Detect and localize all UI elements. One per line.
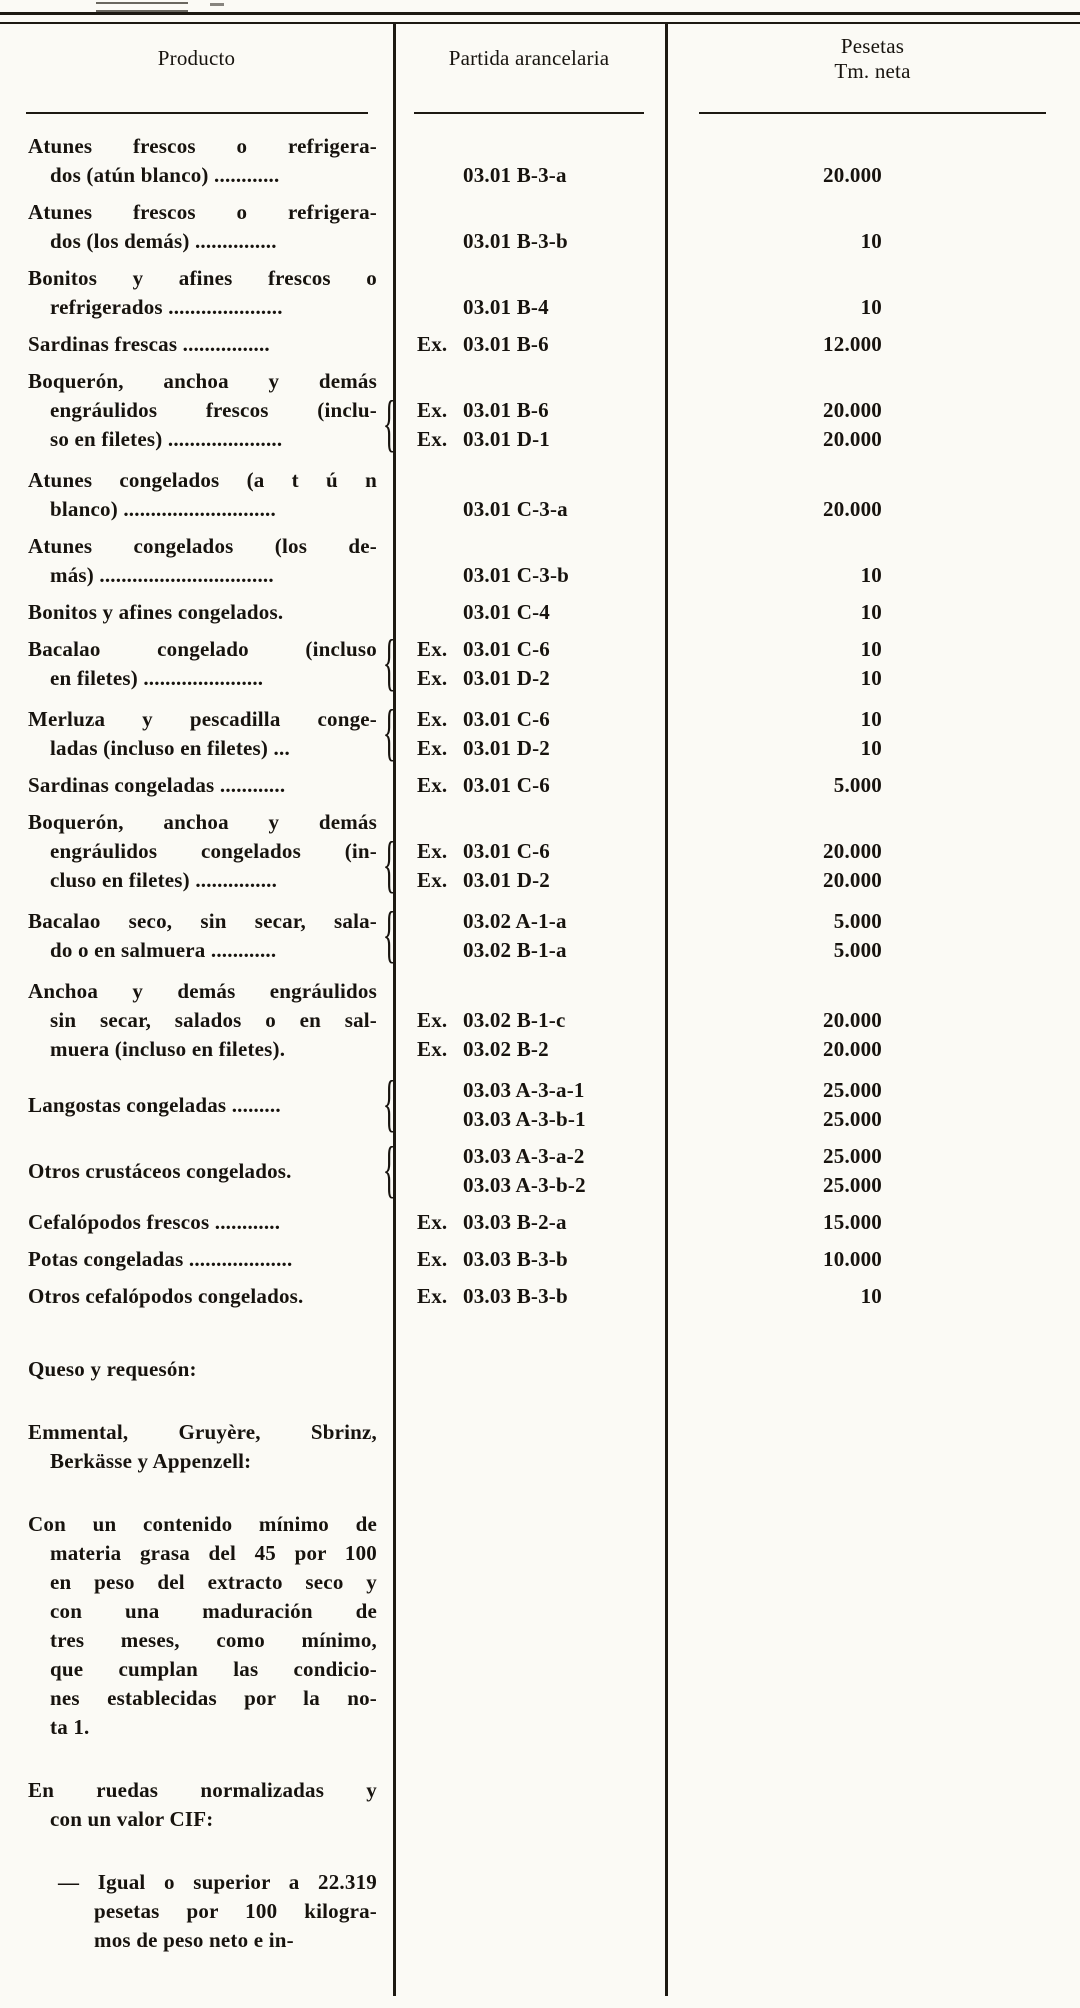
pesetas-value: 25.000 [823, 1173, 882, 1197]
partida-entry [417, 1171, 665, 1200]
tariff-code: 03.01 D-2 [463, 736, 550, 760]
product-cell [0, 1282, 393, 1311]
table-header [0, 0, 1080, 114]
ex-prefix: Ex. [417, 839, 448, 863]
pesetas-value: 10 [860, 600, 882, 624]
partida-entry [417, 936, 665, 965]
header-label-tm-neta: Tm. neta [834, 59, 911, 83]
product-line: en filetes) ...................... [50, 666, 264, 690]
pesetas-cell [665, 635, 1080, 693]
pesetas-cell [665, 161, 1080, 190]
table-row [0, 466, 1080, 524]
tariff-code: 03.01 D-1 [463, 427, 550, 451]
tariff-code: 03.01 C-6 [463, 839, 550, 863]
product-line: Atunes congelados (a t ú n [28, 468, 377, 492]
product-line: Sardinas congeladas ............ [28, 773, 286, 797]
ex-prefix [417, 161, 463, 190]
pesetas-cell [665, 1076, 1080, 1134]
partida-cell [393, 1076, 665, 1134]
ex-prefix [417, 1171, 463, 1200]
note-line: en peso del extracto seco y [50, 1570, 377, 1594]
pesetas-value: 10 [860, 666, 882, 690]
column-divider-2 [665, 24, 668, 1996]
pesetas-cell [665, 705, 1080, 763]
product-line: Boquerón, anchoa y demás [28, 369, 377, 393]
tariff-code: 03.01 C-4 [463, 600, 550, 624]
product-cell [0, 132, 393, 190]
product-line: Potas congeladas ................... [28, 1247, 293, 1271]
product-line: Bonitos y afines congelados. [28, 600, 284, 624]
note-line: Con un contenido mínimo de [28, 1512, 377, 1536]
notes-section [0, 1355, 1080, 1955]
header-label-producto: Producto [157, 46, 236, 70]
pesetas-value: 5.000 [833, 773, 882, 797]
table-row [0, 1069, 1080, 1139]
header-label-pesetas: Pesetas [840, 34, 905, 58]
pesetas-value: 25.000 [823, 1144, 882, 1168]
product-line: Otros cefalópodos congelados. [28, 1284, 304, 1308]
partida-entry [417, 1142, 665, 1171]
table-row [0, 977, 1080, 1064]
partida-entry [417, 1245, 665, 1274]
ex-prefix: Ex. [417, 736, 448, 760]
row-brace: { [383, 900, 397, 970]
product-line: refrigerados ..................... [50, 295, 283, 319]
partida-cell [393, 1142, 665, 1200]
tariff-code: 03.01 C-6 [463, 773, 550, 797]
ex-prefix: Ex. [417, 1247, 448, 1271]
partida-entry [417, 705, 665, 734]
pesetas-cell [665, 396, 1080, 454]
partida-entry [417, 734, 665, 763]
pesetas-value: 10 [860, 229, 882, 253]
row-brace: { [383, 698, 397, 768]
partida-cell [393, 771, 665, 800]
pesetas-value: 5.000 [833, 909, 882, 933]
row-brace: { [383, 1135, 397, 1205]
product-cell [0, 1245, 393, 1274]
pesetas-value: 20.000 [823, 163, 882, 187]
ex-prefix [417, 1076, 463, 1105]
product-line: do o en salmuera ............ [50, 938, 277, 962]
column-divider-1 [393, 24, 396, 1996]
tariff-code: 03.02 B-2 [463, 1037, 549, 1061]
product-cell [0, 698, 397, 768]
header-rule-pesetas [699, 112, 1046, 114]
pesetas-value: 20.000 [823, 839, 882, 863]
ex-prefix [417, 907, 463, 936]
pesetas-value: 20.000 [823, 1008, 882, 1032]
table-row [0, 808, 1080, 900]
product-line: más) ................................ [50, 563, 274, 587]
note-line: materia grasa del 45 por 100 [50, 1541, 377, 1565]
product-cell [0, 466, 393, 524]
product-line: Langostas congeladas ......... [28, 1092, 281, 1117]
note-line: con un valor CIF: [50, 1807, 214, 1831]
pesetas-value: 25.000 [823, 1078, 882, 1102]
partida-entry [417, 396, 665, 425]
tariff-code: 03.02 B-1-c [463, 1008, 566, 1032]
note-line: ta 1. [50, 1715, 90, 1739]
partida-cell [393, 293, 665, 322]
row-brace: { [383, 628, 397, 698]
header-cell-pesetas [665, 28, 1080, 114]
partida-entry [417, 1006, 665, 1035]
pesetas-cell [665, 1006, 1080, 1064]
tariff-code: 03.03 A-3-b-2 [463, 1173, 586, 1197]
ex-prefix [417, 936, 463, 965]
partida-entry [417, 293, 665, 322]
product-line: Cefalópodos frescos ............ [28, 1210, 281, 1234]
ex-prefix: Ex. [417, 1037, 448, 1061]
pesetas-cell [665, 330, 1080, 359]
partida-entry [417, 837, 665, 866]
tariff-code: 03.03 A-3-a-1 [463, 1078, 585, 1102]
header-rule-producto [26, 112, 368, 114]
ex-prefix: Ex. [417, 1210, 448, 1234]
pesetas-value: 25.000 [823, 1107, 882, 1131]
product-line: muera (incluso en filetes). [50, 1037, 286, 1061]
note-paragraph [0, 1868, 393, 1955]
header-cell-partida [393, 28, 665, 114]
note-line: pesetas por 100 kilogra- [94, 1899, 377, 1923]
tariff-code: 03.01 B-3-b [463, 229, 568, 253]
product-cell [0, 977, 393, 1064]
product-cell [0, 598, 393, 627]
table-row [0, 628, 1080, 698]
pesetas-value: 10 [860, 563, 882, 587]
table-row [0, 598, 1080, 627]
pesetas-value: 20.000 [823, 427, 882, 451]
partida-cell [393, 227, 665, 256]
note-line: nes establecidas por la no- [50, 1686, 377, 1710]
partida-entry [417, 227, 665, 256]
product-cell [0, 1135, 397, 1205]
partida-entry [417, 561, 665, 590]
pesetas-value: 5.000 [833, 938, 882, 962]
table-row [0, 1245, 1080, 1274]
table-row [0, 330, 1080, 359]
pesetas-value: 10 [860, 637, 882, 661]
ex-prefix: Ex. [417, 427, 448, 451]
product-line: Sardinas frescas ................ [28, 332, 270, 356]
product-cell [0, 198, 393, 256]
product-cell [0, 1069, 397, 1139]
tariff-code: 03.03 B-2-a [463, 1210, 567, 1234]
pesetas-cell [665, 837, 1080, 895]
table-row [0, 900, 1080, 970]
table-row [0, 1135, 1080, 1205]
partida-entry [417, 1105, 665, 1134]
product-line: Bacalao congelado (incluso [28, 637, 377, 661]
partida-cell [393, 837, 665, 895]
pesetas-cell [665, 598, 1080, 627]
note-line: mos de peso neto e in- [94, 1928, 294, 1952]
ex-prefix: Ex. [417, 332, 448, 356]
pesetas-cell [665, 1245, 1080, 1274]
pesetas-cell [665, 293, 1080, 322]
pesetas-value: 20.000 [823, 398, 882, 422]
product-cell [0, 900, 397, 970]
pesetas-value: 10.000 [823, 1247, 882, 1271]
header-label-partida: Partida arancelaria [448, 46, 610, 70]
note-paragraph [0, 1418, 393, 1476]
tariff-code: 03.01 C-6 [463, 707, 550, 731]
partida-entry [417, 495, 665, 524]
note-line: con una maduración de [50, 1599, 377, 1623]
product-cell [0, 330, 393, 359]
partida-cell [393, 396, 665, 454]
ex-prefix [417, 598, 463, 627]
product-line: cluso en filetes) ............... [50, 868, 278, 892]
pesetas-cell [665, 561, 1080, 590]
product-cell [0, 1208, 393, 1237]
header-rule-partida [414, 112, 644, 114]
tariff-code: 03.01 B-3-a [463, 163, 567, 187]
tariff-code: 03.01 D-2 [463, 868, 550, 892]
table-row [0, 1208, 1080, 1237]
tariff-code: 03.01 C-3-b [463, 563, 570, 587]
product-line: Boquerón, anchoa y demás [28, 810, 377, 834]
note-line: tres meses, como mínimo, [50, 1628, 377, 1652]
ex-prefix [417, 1105, 463, 1134]
tariff-code: 03.01 D-2 [463, 666, 550, 690]
product-line: engráulidos frescos (inclu- [50, 398, 377, 422]
partida-cell [393, 598, 665, 627]
product-line: Atunes frescos o refrigera- [28, 134, 377, 158]
partida-entry [417, 907, 665, 936]
note-line: Berkässe y Appenzell: [50, 1449, 252, 1473]
product-line: blanco) ............................ [50, 497, 276, 521]
partida-entry [417, 866, 665, 895]
pesetas-value: 20.000 [823, 497, 882, 521]
note-line: En ruedas normalizadas y [28, 1778, 377, 1802]
partida-cell [393, 1282, 665, 1311]
pesetas-cell [665, 495, 1080, 524]
product-line: Otros crustáceos congelados. [28, 1158, 292, 1183]
tariff-code: 03.03 A-3-a-2 [463, 1144, 585, 1168]
table-body [0, 132, 1080, 1311]
product-cell [0, 628, 397, 698]
product-line: Atunes congelados (los de- [28, 534, 377, 558]
partida-cell [393, 635, 665, 693]
product-cell [0, 808, 397, 900]
pesetas-cell [665, 1142, 1080, 1200]
partida-cell [393, 1006, 665, 1064]
pesetas-cell [665, 771, 1080, 800]
tariff-code: 03.01 C-6 [463, 637, 550, 661]
note-paragraph [0, 1355, 393, 1384]
product-cell [0, 264, 393, 322]
partida-entry [417, 1035, 665, 1064]
tariff-code: 03.01 C-3-a [463, 497, 568, 521]
partida-entry [417, 1208, 665, 1237]
product-line: engráulidos congelados (in- [50, 839, 377, 863]
table-row [0, 532, 1080, 590]
tariff-code: 03.01 B-6 [463, 332, 549, 356]
table-row [0, 367, 1080, 459]
partida-cell [393, 330, 665, 359]
note-paragraph [0, 1776, 393, 1834]
table-row [0, 264, 1080, 322]
table-row [0, 698, 1080, 768]
tariff-code: 03.03 A-3-b-1 [463, 1107, 586, 1131]
ex-prefix [417, 561, 463, 590]
ex-prefix [417, 227, 463, 256]
partida-entry [417, 330, 665, 359]
note-line: Queso y requesón: [28, 1357, 197, 1381]
tariff-code: 03.02 B-1-a [463, 938, 567, 962]
pesetas-value: 20.000 [823, 868, 882, 892]
product-line: so en filetes) ..................... [50, 427, 283, 451]
note-line: Emmental, Gruyère, Sbrinz, [28, 1420, 377, 1444]
partida-cell [393, 1208, 665, 1237]
tariff-code: 03.03 B-3-b [463, 1284, 568, 1308]
product-line: Atunes frescos o refrigera- [28, 200, 377, 224]
ex-prefix: Ex. [417, 1284, 448, 1308]
tariff-code: 03.01 B-4 [463, 295, 549, 319]
partida-cell [393, 161, 665, 190]
partida-cell [393, 1245, 665, 1274]
partida-entry [417, 161, 665, 190]
partida-entry [417, 771, 665, 800]
pesetas-value: 10 [860, 295, 882, 319]
product-line: Bonitos y afines frescos o [28, 266, 377, 290]
product-line: dos (los demás) ............... [50, 229, 277, 253]
ex-prefix: Ex. [417, 868, 448, 892]
pesetas-value: 10 [860, 736, 882, 760]
product-cell [0, 771, 393, 800]
partida-entry [417, 598, 665, 627]
pesetas-value: 10 [860, 1284, 882, 1308]
ex-prefix: Ex. [417, 773, 448, 797]
partida-entry [417, 664, 665, 693]
partida-cell [393, 495, 665, 524]
ex-prefix: Ex. [417, 637, 448, 661]
tariff-code: 03.03 B-3-b [463, 1247, 568, 1271]
ex-prefix: Ex. [417, 1008, 448, 1032]
table-row [0, 132, 1080, 190]
partida-entry [417, 1076, 665, 1105]
product-line: ladas (incluso en filetes) ... [50, 736, 290, 760]
pesetas-value: 10 [860, 707, 882, 731]
ex-prefix [417, 1142, 463, 1171]
table-row [0, 771, 1080, 800]
partida-entry [417, 635, 665, 664]
pesetas-value: 15.000 [823, 1210, 882, 1234]
pesetas-value: 20.000 [823, 1037, 882, 1061]
product-line: Anchoa y demás engráulidos [28, 979, 377, 1003]
pesetas-cell [665, 1208, 1080, 1237]
partida-entry [417, 425, 665, 454]
product-line: dos (atún blanco) ............ [50, 163, 280, 187]
table-row [0, 198, 1080, 256]
partida-cell [393, 907, 665, 965]
product-line: sin secar, salados o en sal- [50, 1008, 377, 1032]
ex-prefix: Ex. [417, 666, 448, 690]
ex-prefix: Ex. [417, 398, 448, 422]
table-row [0, 1282, 1080, 1311]
product-cell [0, 367, 397, 459]
pesetas-cell [665, 227, 1080, 256]
tariff-code: 03.01 B-6 [463, 398, 549, 422]
note-line: que cumplan las condicio- [50, 1657, 377, 1681]
pesetas-value: 12.000 [823, 332, 882, 356]
pesetas-cell [665, 907, 1080, 965]
row-brace: { [383, 830, 397, 900]
note-paragraph [0, 1510, 393, 1742]
partida-entry [417, 1282, 665, 1311]
row-brace: { [383, 389, 397, 459]
header-cell-producto [0, 28, 393, 114]
partida-cell [393, 705, 665, 763]
tariff-code: 03.02 A-1-a [463, 909, 567, 933]
ex-prefix [417, 293, 463, 322]
note-line: — Igual o superior a 22.319 [58, 1870, 377, 1894]
row-brace: { [383, 1069, 397, 1139]
product-line: Bacalao seco, sin secar, sala- [28, 909, 377, 933]
ex-prefix [417, 495, 463, 524]
ex-prefix: Ex. [417, 707, 448, 731]
partida-cell [393, 561, 665, 590]
product-line: Merluza y pescadilla conge- [28, 707, 377, 731]
product-cell [0, 532, 393, 590]
pesetas-cell [665, 1282, 1080, 1311]
